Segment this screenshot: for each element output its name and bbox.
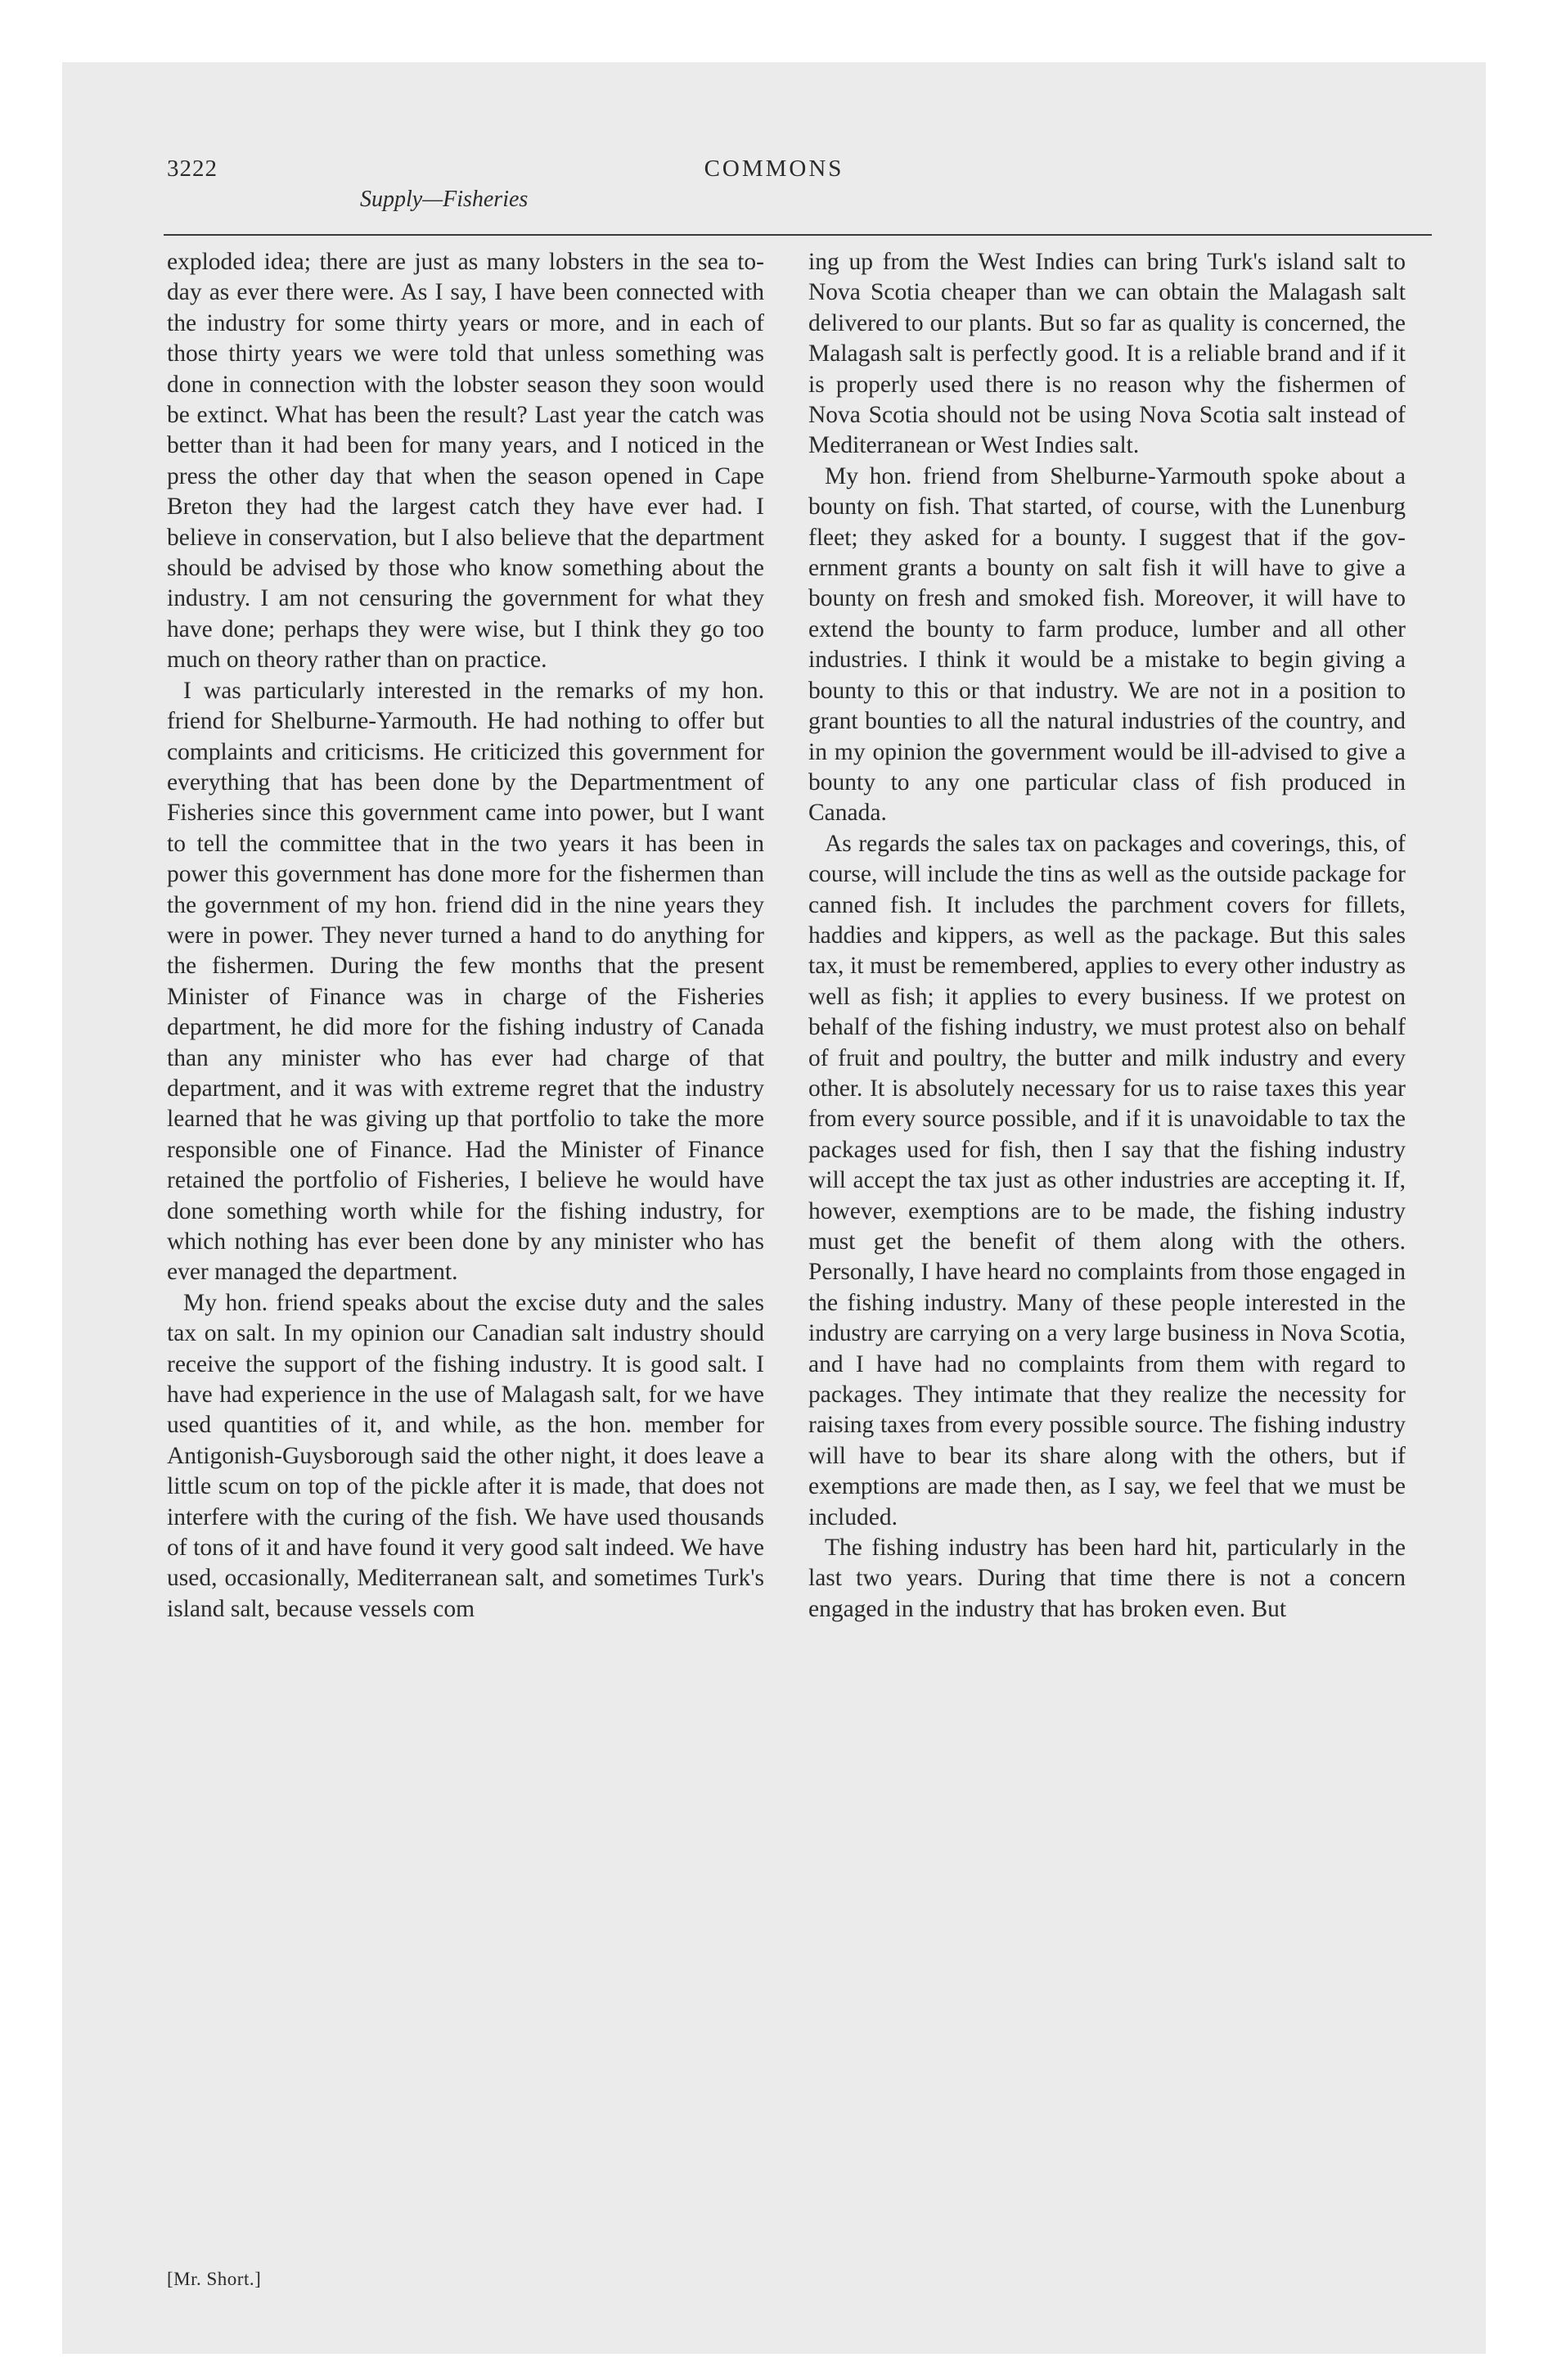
left-column xyxy=(167,247,764,1625)
section-heading: Supply—Fisheries xyxy=(360,187,529,212)
paragraph: My hon. friend from Shelburne-Yarmouth spoke about a bounty on fish. That started, of course, with the Lunenburg fleet; they asked for a bounty. I suggest that if the government grants a bounty on salt fish it will have to give a bounty on fresh and smoked fish. Moreover, it will have to extend the bounty to farm produce, lumber and all other industries. I think it would be a mistake to begin giving a bounty to this or that industry. We are not in a position to grant bounties to all the natural industries of the country, and in my opinion the government would be ill-advised to give a bounty to any one particular class of fish produced in Canada. xyxy=(808,462,1406,827)
right-column xyxy=(808,247,1406,1625)
paragraph: exploded idea; there are just as many lobsters in the sea to-day as ever there were. As I say, I have been connected with the industry for some thirty years or more, and in each of those thirty years we were told that unless something was done in connection with the lobster season they soon would be extinct. What has been the result? Last year the catch was better than it had been for many years, and I noticed in the press the other day that when the season opened in Cape Breton they had the largest catch they have ever had. I believe in conservation, but I also believe that the department should be advised by those who know something about the industry. I am not censuring the government for what they have done; perhaps they were wise, but I think they go too much on theory rather than on practice. xyxy=(167,249,764,674)
paragraph: My hon. friend speaks about the excise duty and the sales tax on salt. In my opinion our Canadian salt industry should receive the support of the fishing industry. It is good salt. I have had experience in the use of Malagash salt, for we have used quantities of it, and while, as the hon. member for Antigonish-Guysborough said the other night, it does leave a little scum on top of the pickle after it is made, that does not interfere with the curing of the fish. We have used thousands of tons of it and have found it very good salt indeed. We have used, occasionally, Mediterranean salt, and sometimes Turk's island salt, because vessels com xyxy=(167,1289,764,1622)
paragraph: ing up from the West Indies can bring Turk's island salt to Nova Scotia cheaper than we can obtain the Malagash salt delivered to our plants. But so far as quality is concerned, the Malagash salt is perfectly good. It is a reliable brand and if it is properly used there is no reason why the fishermen of Nova Scotia should not be using Nova Scotia salt instead of Mediterranean or West Indies salt. xyxy=(808,249,1406,459)
paragraph: As regards the sales tax on packages and coverings, this, of course, will include the tins as well as the outside package for canned fish. It includes the parchment covers for fillets, haddies and kippers, as well as the package. But this sales tax, it must be remembered, applies to every other industry as well as fish; it applies to every business. If we protest on behalf of the fishing industry, we must protest also on behalf of fruit and poultry, the butter and milk industry and every other. It is absolutely necessary for us to raise taxes this year from every source possible, and if it is unavoidable to tax the packages used for fish, then I say that the fishing industry will accept the tax just as other industries are accepting it. If, however, exemptions are to be made, the fishing industry must get the benefit of them along with the others. Personally, I have heard no complaints from those engaged in the fishing industry. Many of these people interested in the industry are carrying on a very large business in Nova Scotia, and I have had no complaints from them with regard to packages. They intimate that they realize the necessity for raising taxes from every possible source. The fishing industry will have to bear its share along with the others, but if exemptions are made then, as I say, we feel that we must be included. xyxy=(808,830,1406,1530)
page-number: 3222 xyxy=(167,156,218,182)
running-head: COMMONS xyxy=(704,156,844,182)
speaker-attribution: [Mr. Short.] xyxy=(167,2269,262,2289)
header-rule xyxy=(164,234,1432,236)
paragraph: The fishing industry has been hard hit, particularly in the last two years. During that time there is not a concern engaged in the industry that has broken even. But xyxy=(808,1535,1406,1622)
paragraph: I was particularly interested in the remarks of my hon. friend for Shelburne-Yarmouth. He had nothing to offer but complaints and criticisms. He criticized this government for everything that has been done by the Departmentment of Fisheries since this government came into power, but I want to tell the committee that in the two years it has been in power this government has done more for the fishermen than the government of my hon. friend did in the nine years they were in power. They never turned a hand to do anything for the fishermen. During the few months that the present Minister of Finance was in charge of the Fisheries department, he did more for the fishing industry of Canada than any minister who has ever had charge of that department, and it was with extreme regret that the industry learned that he was giving up that portfolio to take the more responsible one of Finance. Had the Minister of Finance retained the portfolio of Fisheries, I believe he would have done something worth while for the fishing industry, for which nothing has ever been done by any minister who has ever managed the department. xyxy=(167,677,764,1286)
